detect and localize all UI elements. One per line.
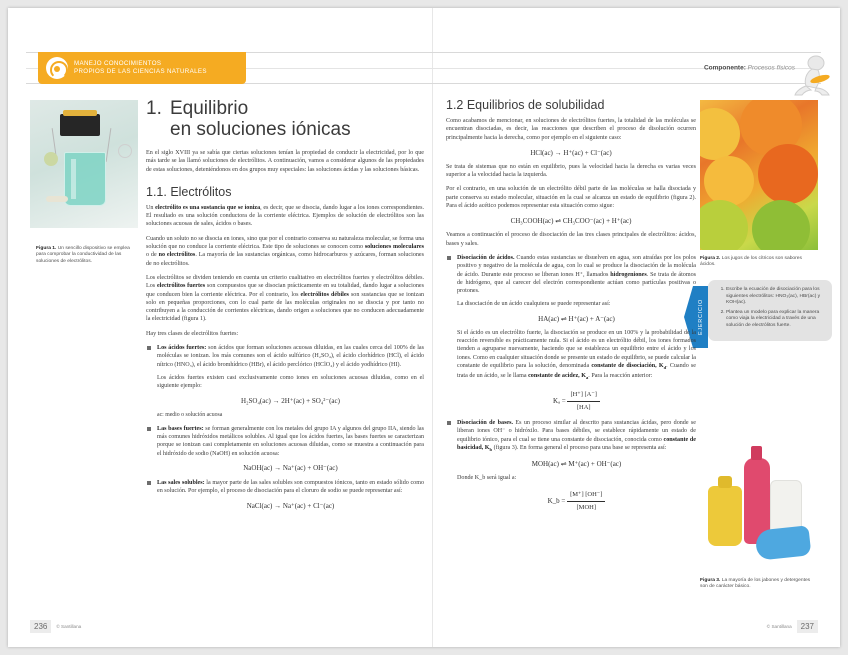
footer-right [767, 620, 818, 633]
paragraph-3 [146, 274, 424, 324]
figure-3-caption [700, 578, 818, 591]
ka-label: Kₐ = [553, 397, 566, 406]
figure2-citrus-4 [704, 156, 754, 206]
header-competency-text [74, 60, 207, 76]
figure-3-image [700, 436, 818, 571]
exercise-item-1: 1. Escribe la ecuación de disociación para los siguientes electrólitos: HNO₃(ac), HBr(ac) y KOH(ac). [726, 287, 824, 307]
figure-3-caption-label: Figura 3. [700, 578, 721, 583]
equation-note-ac: ac: medio o solución acuosa [157, 411, 223, 418]
rb1-subparagraph-2 [457, 329, 696, 383]
kb-denominator: [MOH] [576, 503, 596, 511]
figure-1-caption [36, 246, 138, 265]
figure3-bottle-yellow [708, 486, 742, 546]
chapter-title-line1: Equilibrio [170, 98, 249, 119]
rb1-s2a: Si el ácido es un electrólito fuerte, la disociación se produce en un 100% y la probabilidad de la reacción reversible es prácticamente nula. Si el ácido es un electrólito débil, los iones formados tienden a agruparse nuevamente, haciendo que se establezca un equilibrio entre el ácido y los iones. Como en cualquier situación donde se presente un estado de equilibrio, se puede calcular la constante de equilibrio para la solución, denominada [457, 329, 696, 369]
kb-numerator: [M⁺] [OH⁻] [567, 490, 605, 502]
right-paragraph-3: Por el contrario, en una solución de un electrólito débil parte de las moléculas se halla disociada y parte conserva su estado molecular, situación en la cual se alcanza un estado de equilibrio (figura 2). Para el ácido acético podemos representar esta situación como sigue: [446, 186, 696, 210]
b2-title: Las bases fuertes: [157, 425, 204, 432]
b3-text: la mayor parte de las sales solubles son compuestos iónicos, tanto en estado sólido como en solución. Por ejemplo, el proceso de disociación para el cloruro de sodio se puede representar así: [157, 480, 425, 495]
rb1-s2b: constante de disociación, K [591, 362, 664, 369]
rb1-sub-d: d [663, 365, 667, 371]
figure2-citrus-6 [752, 200, 810, 250]
exercise-item-2: 2. Plantea un modelo para explicar la manera como viaja la electricidad a través de una solución de electrólitos fuerte. [726, 310, 824, 330]
equation-naoh: NaOH(ac) → Na⁺(ac) + OH⁻(ac) [243, 464, 338, 473]
b2-text: se forman generalmente con los metales del grupo IA y algunos del grupo IIA, siendo las más comunes hidróxidos metálicos solubles. Al igual que los ácidos fuertes, las bases fuertes se caracterizan porque se ionizan casi completamente en soluciones acuosas diluidas, como se muestra a continuación para el hidróxido de sodio (NaOH) en solución acuosa: [157, 425, 424, 457]
paragraph-1 [146, 204, 424, 229]
rb1-s2c: . Cuando se trata de un ácido, se le llama [457, 362, 696, 380]
rb1-s2d: constante de acidez, K [528, 373, 586, 380]
p3-part-a: Los electrólitos se dividen teniendo en cuenta un criterio cualitativo en electrólitos fuertes y electrólitos débiles. Los [146, 274, 424, 290]
page-number-right: 237 [797, 620, 818, 633]
figure-3-caption-text: La mayoría de los jabones y detergentes son de carácter básico. [700, 578, 811, 590]
equation-ha: HA(ac) ⇌ H⁺(ac) + A⁻(ac) [538, 314, 615, 323]
p2-part-e: . La mayoría de las sustancias orgánicas, como hidrocarburos y azúcares, forman soluciones de no electrólitos. [146, 252, 424, 267]
right-paragraph-1: Como acabamos de mencionar, en soluciones de electrólitos fuertes, la totalidad de las moléculas se encuentran disociadas, es decir, las reacciones que describen el proceso de disolución ocurren principalmente hacia la derecha, como por ejemplo en el siguiente caso: [446, 118, 696, 141]
figure-1-caption-label: Figura 1. [36, 246, 57, 251]
chapter-title [146, 98, 424, 140]
p3-part-e: son sustancias que se ionizan solo en pequeñas proporciones, con lo cual parte de las moléculas originales no se disocia y por tanto no contribuyen a la conducción de corrientes eléctricas, dando origen a soluciones que no conducen adecuadamente la electricidad (figura 1). [146, 291, 424, 323]
p1-part-b: electrólito es una sustancia que se ioniza [155, 204, 261, 211]
paragraph-2 [146, 235, 424, 268]
exercise-tab-label: EJERCICIO [697, 299, 704, 335]
ka-fraction [567, 390, 600, 413]
header-competency-line1: MANEJO CONOCIMIENTOS [74, 60, 162, 67]
figure1-wire-right [106, 128, 112, 162]
equation-h2so4: H₂SO₄(ac) → 2H⁺(ac) + SO₄²⁻(ac) [241, 396, 340, 405]
figure1-bulb [44, 152, 58, 166]
rb2-title: Disociación de bases. [457, 419, 514, 426]
paragraph-4: Hay tres clases de electrólitos fuertes: [146, 330, 239, 337]
kb-fraction [567, 490, 605, 513]
right-column [446, 98, 696, 519]
exercise-list [717, 287, 824, 330]
textbook-spread [8, 8, 840, 647]
rb1-title: Disociación de ácidos. [457, 254, 515, 261]
figure2-citrus-3 [758, 144, 818, 204]
runner-mascot-icon [786, 54, 834, 96]
header-component [704, 65, 795, 72]
p1-part-a: Un [146, 204, 156, 211]
exercise-box [708, 280, 832, 341]
p3-part-d: electrólitos débiles [300, 291, 349, 298]
p1-part-c: , es decir, que se disocia, dando lugar a los iones correspondientes. El resultado es una solución conductora de la corriente eléctrica. Ejemplos de solución de electrólitos son las soluciones acuosas de sales, ácidos o bases. [146, 204, 424, 228]
rb2-sub-b: b [489, 447, 493, 453]
right-paragraph-4: Veamos a continuación el proceso de disociación de las tres clases principales de electrólitos: ácidos, bases y sales. [446, 232, 696, 247]
figure2-citrus-1 [700, 108, 740, 160]
list-item-disociacion-bases [446, 419, 696, 513]
header-competency-line2: PROPIOS DE LAS CIENCIAS NATURALES [74, 68, 207, 75]
p2-part-b: soluciones moleculares [364, 244, 424, 251]
left-column [146, 98, 424, 517]
equation-kb [457, 490, 696, 513]
equation-ka [457, 390, 696, 413]
list-item-acidos-fuertes [146, 344, 424, 419]
rb2-text-c: (figura 3). En forma general el proceso para una base se representa así: [492, 444, 667, 451]
strong-electrolyte-list [146, 344, 424, 511]
rb2-text-a: Es un proceso similar al descrito para sustancias ácidas, pero donde se liberan iones OH⁻ o hidróxilo. Para bases débiles, se establece rápidamente un estado de equilibrio iónico, para el cual se tiene una constante de disociación, conocida como [457, 419, 696, 443]
rb1-subparagraph: La disociación de un ácido cualquiera se puede representar así: [457, 301, 611, 308]
rb1-sub-a: a [585, 375, 589, 381]
figure3-glove [755, 525, 812, 560]
b1-subparagraph: Los ácidos fuertes existen casi exclusivamente como iones en soluciones acuosas diluidas, como en el siguiente ejemplo: [157, 374, 424, 390]
rb1-text-c: . Se trata de átomos de hidrógeno, que al carecer del electrón correspondiente actúan como partículas positivas o protones. [457, 271, 697, 295]
figure2-citrus-5 [700, 200, 748, 250]
intro-paragraph: En el siglo XVIII ya se sabía que ciertas soluciones tenían la propiedad de conducir la electricidad, por lo que más tarde se las llamó soluciones de electrólitos. A continuación, vamos a considerar algunos de las propiedades de estas soluciones, deteniéndonos en dos grupos muy especiales: las soluciones ácidas y las soluciones básicas. [146, 150, 424, 173]
equation-moh: MOH(ac) ⇌ M⁺(ac) + OH⁻(ac) [531, 460, 622, 469]
list-item-bases-fuertes [146, 425, 424, 473]
rb1-text-b: hidrogeniones [610, 271, 647, 278]
kb-label: K_b = [547, 496, 566, 505]
page-gutter [432, 8, 433, 647]
chapter-title-line2: en soluciones iónicas [170, 119, 351, 140]
figure-1-image [30, 100, 138, 228]
b3-title: Las sales solubles: [157, 480, 205, 487]
chapter-number: 1. [146, 98, 162, 119]
footer-left [30, 620, 81, 633]
equation-acetic-acid: CH₃COOH(ac) ⇌ CH₃COO⁻(ac) + H⁺(ac) [510, 217, 632, 226]
rb2-sub: Donde K_b será igual a: [457, 475, 517, 482]
b1-text: son ácidos que forman soluciones acuosas diluidas, en las cuales cerca del 100% de las moléculas se ionizan. los más comunes son el ácido sulfúrico (H₂SO₄), el ácido clorhídrico (HCl), el ácido nítrico (HNO₃), el ácido bromhídrico (HBr), el ácido perclórico (HClO₄) y el ácido yodhídrico (HI). [157, 345, 424, 368]
figure-1-caption-text: Un sencillo dispositivo se emplea para comprobar la conductividad de las soluciones de electrólitos. [36, 246, 130, 264]
figure-2-image [700, 100, 818, 250]
ka-denominator: [HA] [576, 403, 591, 411]
section-title-equilibrios: 1.2 Equilibrios de solubilidad [446, 98, 605, 112]
rb1-s2e: . Para la reacción anterior: [588, 373, 653, 380]
figure1-plug [118, 144, 132, 158]
santillana-logo-icon [46, 57, 68, 79]
header-competency-tab [38, 52, 246, 84]
equation-nacl: NaCl(ac) → Na⁺(ac) + Cl⁻(ac) [246, 501, 335, 510]
right-paragraph-2: Se trata de sistemas que no están en equilibrio, pues la velocidad hacia la derecha es varias veces superior a la velocidad hacia la izquierda. [446, 163, 696, 179]
p3-part-b: electrólitos fuertes [156, 283, 206, 290]
page-number-left: 236 [30, 620, 51, 633]
equation-hcl: HCl(ac) → H⁺(ac) + Cl⁻(ac) [530, 148, 612, 157]
p2-part-d: no electrólitos [158, 252, 196, 259]
header-component-value: Procesos físicos [747, 64, 795, 72]
rb1-text-a: Cuando estas sustancias se disuelven en agua, son atraídas por los polos positivo y negativo de la molécula de agua, con lo cual se produce la disociación de la molécula de ácido. Durante este proceso se liberan iones H⁺, llamados [457, 254, 696, 278]
p3-part-c: son compuestos que se disocian prácticamente en su totalidad, dando lugar a soluciones que conducen bien la corriente eléctrica. Por el contrario, los [146, 283, 424, 298]
figure1-battery [60, 114, 100, 136]
figure-2-caption-label: Figura 2. [700, 256, 721, 261]
figure-2-caption [700, 256, 818, 269]
p2-part-c: o de [146, 252, 159, 259]
figure1-beaker [64, 152, 106, 206]
b1-title: Los ácidos fuertes: [157, 345, 207, 352]
rb2-text-b: constante de basicidad, K [457, 436, 696, 451]
page-source-right: © Santillana [766, 624, 792, 629]
page-source-left: © Santillana [56, 624, 82, 629]
p2-part-a: Cuando un soluto no se disocia en iones, sino que por el contrario conserva su naturaleza molecular, se forma una solución que no conduce la corriente eléctrica. Este tipo de soluciones se conocen como [146, 235, 424, 251]
section-title-electrolitos: 1.1. Electrólitos [146, 184, 232, 199]
list-item-disociacion-acidos [446, 254, 696, 413]
figure-2-caption-text: Los jugos de los cítricos son sabores ácidos. [700, 256, 802, 268]
list-item-sales-solubles [146, 479, 424, 511]
dissociation-list [446, 254, 696, 513]
header-component-label: Componente: [703, 64, 746, 72]
ka-numerator: [H⁺] [A⁻] [567, 390, 600, 402]
figure1-salt [46, 196, 68, 202]
